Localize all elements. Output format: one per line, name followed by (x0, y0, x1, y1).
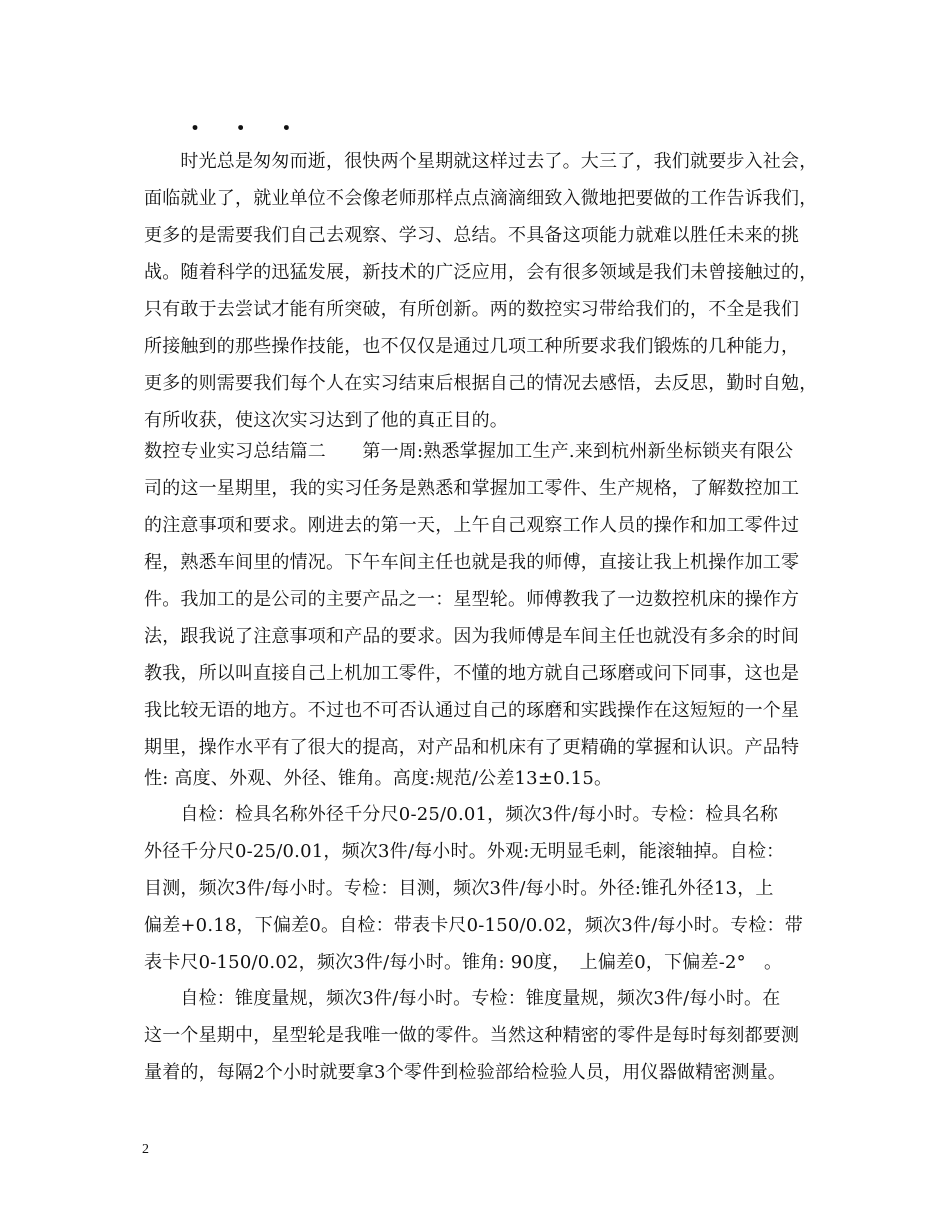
text-line: 期里，操作水平有了很大的提高，对产品和机床有了更精确的掌握和认识。产品特 (144, 737, 800, 758)
text-line: 有所收获，使这次实习达到了他的真正目的。 (144, 410, 508, 431)
text-line: 只有敢于去尝试才能有所突破，有所创新。两的数控实习带给我们的，不全是我们 (144, 299, 800, 320)
text-line: 量着的，每隔2个小时就要拿3个零件到检验部给检验人员，用仪器做精密测量。 (144, 1062, 787, 1083)
text-line: 件。我加工的是公司的主要产品之一：星型轮。师傅教我了一边数控机床的操作方 (144, 589, 800, 610)
text-line: 战。随着科学的迅猛发展，新技术的广泛应用，会有很多领域是我们未曾接触过的， (144, 262, 818, 283)
text-line: 外径千分尺0-25/0.01，频次3件/每小时。外观:无明显毛刺，能滚轴掉。自检： (144, 841, 785, 862)
text-line: 自检：锥度量规，频次3件/每小时。专检：锥度量规，频次3件/每小时。在 (144, 988, 781, 1009)
text-line: 我比较无语的地方。不过也不可否认通过自己的琢磨和实践操作在这短短的一个星 (144, 700, 800, 721)
separator-dots: ・ ・ ・ (184, 116, 306, 142)
text-line: 更多的是需要我们自己去观察、学习、总结。不具备这项能力就难以胜任未来的挑 (144, 225, 800, 246)
text-line: 目测，频次3件/每小时。专检：目测，频次3件/每小时。外径:锥孔外径13，上 (144, 878, 774, 899)
text-line: 程，熟悉车间里的情况。下午车间主任也就是我的师傅，直接让我上机操作加工零 (144, 552, 800, 573)
text-line: 数控专业实习总结篇二 第一周:熟悉掌握加工生产.来到杭州新坐标锁夹有限公 (144, 441, 794, 462)
text-line: 的注意事项和要求。刚进去的第一天，上午自己观察工作人员的操作和加工零件过 (144, 515, 800, 536)
text-line: 更多的则需要我们每个人在实习结束后根据自己的情况去感悟，去反思，勤时自勉， (144, 373, 818, 394)
text-line: 性: 高度、外观、外径、锥角。高度:规范/公差13±0.15。 (144, 768, 613, 789)
text-line: 自检：检具名称外径千分尺0-25/0.01，频次3件/每小时。专检：检具名称 (144, 804, 779, 825)
text-line: 面临就业了，就业单位不会像老师那样点点滴滴细致入微地把要做的工作告诉我们， (144, 188, 818, 209)
text-line: 所接触到的那些操作技能，也不仅仅是通过几项工种所要求我们锻炼的几种能力， (144, 336, 800, 357)
text-line: 教我，所以叫直接自己上机加工零件，不懂的地方就自己琢磨或问下同事，这也是 (144, 663, 800, 684)
text-line: 这一个星期中，星型轮是我唯一做的零件。当然这种精密的零件是每时每刻都要测 (144, 1025, 800, 1046)
text-line: 表卡尺0-150/0.02，频次3件/每小时。锥角: 90度， 上偏差0，下偏差-2° 。 (144, 952, 783, 973)
page-number: 2 (142, 1142, 149, 1157)
text-line: 时光总是匆匆而逝，很快两个星期就这样过去了。大三了，我们就要步入社会， (144, 151, 818, 172)
text-line: 法，跟我说了注意事项和产品的要求。因为我师傅是车间主任也就没有多余的时间 (144, 626, 800, 647)
text-line: 司的这一星期里，我的实习任务是熟悉和掌握加工零件、生产规格，了解数控加工 (144, 478, 800, 499)
text-line: 偏差+0.18，下偏差0。自检：带表卡尺0-150/0.02，频次3件/每小时。专检：带 (144, 915, 803, 936)
